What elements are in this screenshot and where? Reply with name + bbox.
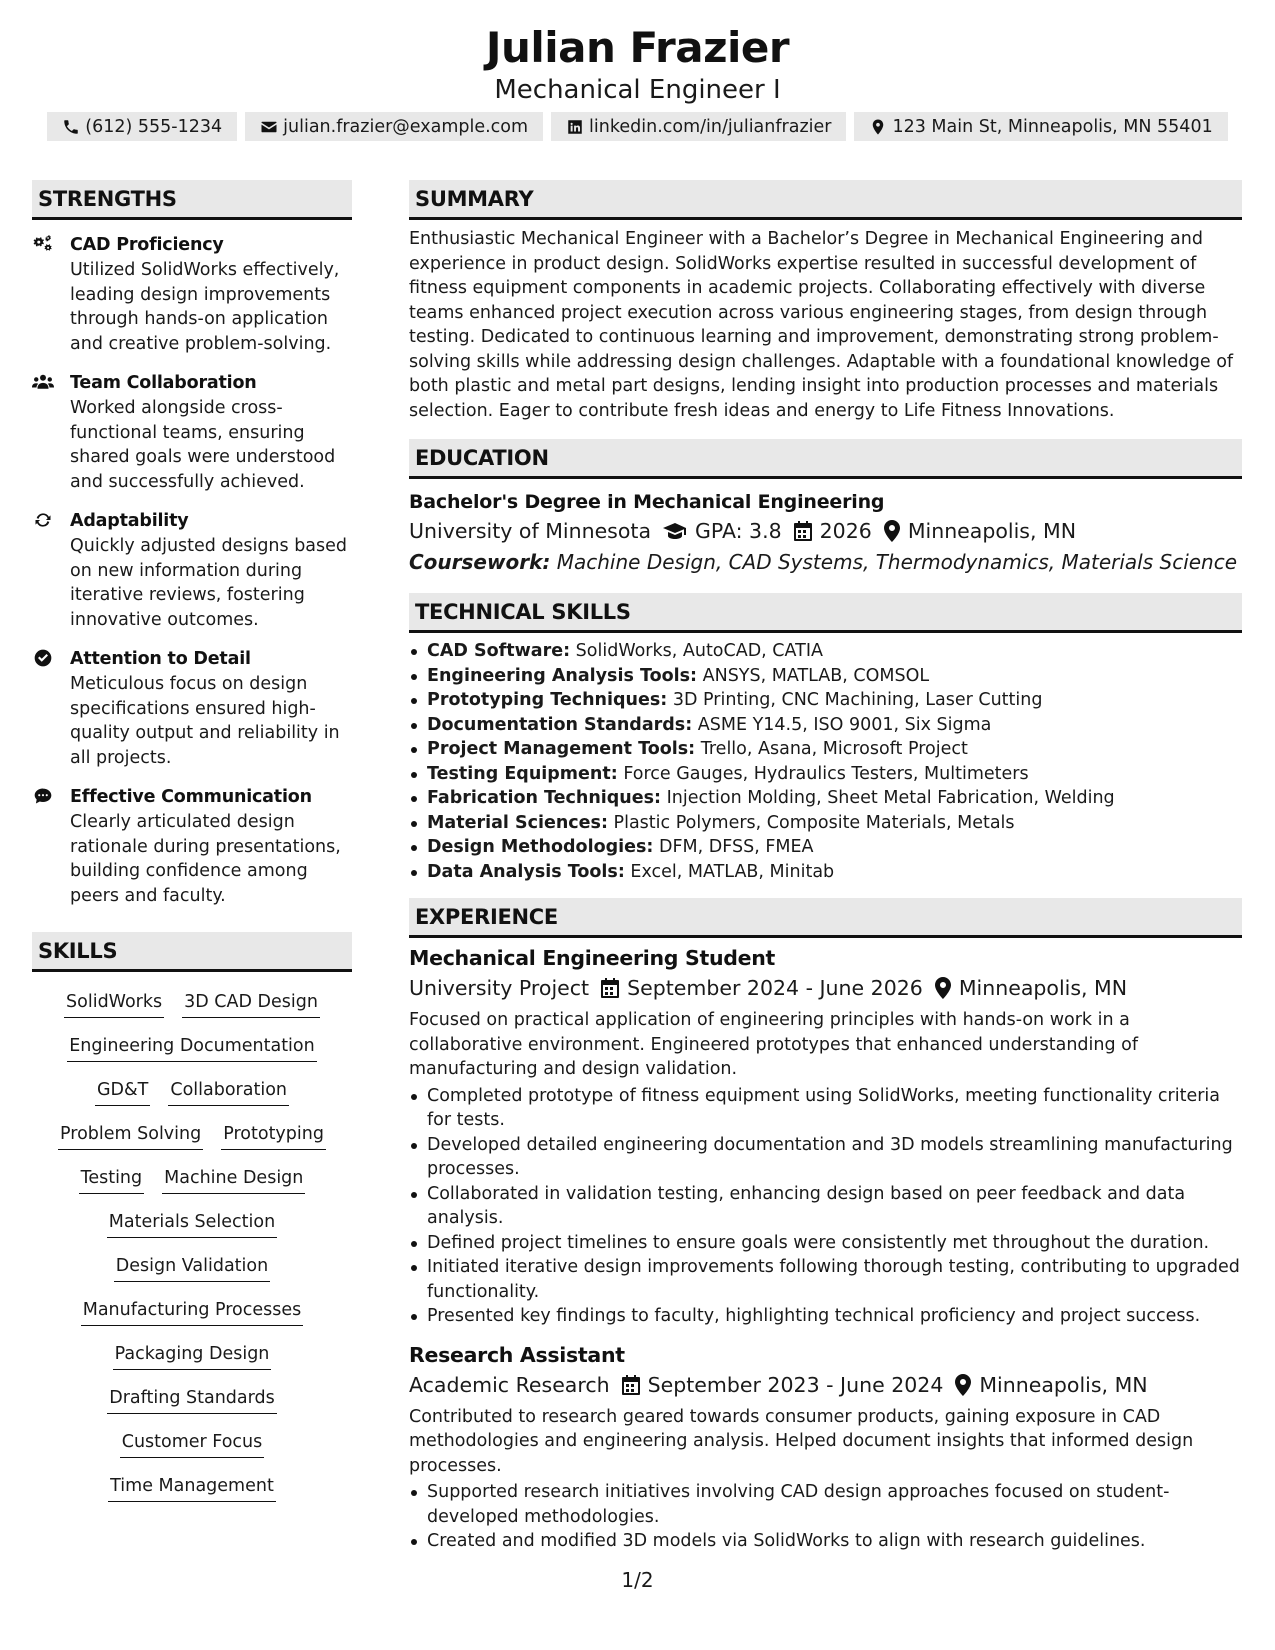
skill-tag: Prototyping <box>221 1122 326 1150</box>
tech-skill-value: SolidWorks, AutoCAD, CATIA <box>575 641 823 661</box>
tech-skill-label: Data Analysis Tools: <box>427 861 625 882</box>
list-item <box>409 737 1242 762</box>
tech-skill-value: DFM, DFSS, FMEA <box>658 837 814 857</box>
page-number: 1/2 <box>621 1568 654 1592</box>
job-location: Minneapolis, MN <box>979 1372 1148 1397</box>
job-meta <box>409 1369 1242 1401</box>
strength-description: Clearly articulated design rationale during presentations, building confidence among peers and faculty. <box>70 812 341 906</box>
map-marker-icon <box>955 1374 971 1396</box>
job-dates: September 2024 - June 2026 <box>627 976 923 1000</box>
job-location: Minneapolis, MN <box>958 976 1128 1000</box>
list-item: Supported research initiatives involving CAD design approaches focused on student-developed methodologies. <box>409 1480 1242 1529</box>
contact-address <box>854 112 1227 141</box>
map-marker-icon <box>869 118 887 136</box>
skill-tag: Manufacturing Processes <box>81 1298 304 1326</box>
candidate-name: Julian Frazier <box>485 23 790 72</box>
education-heading: EDUCATION <box>409 439 1242 479</box>
list-item <box>409 688 1242 713</box>
tech-skill-value: Excel, MATLAB, Minitab <box>630 861 835 882</box>
envelope-icon <box>260 118 278 136</box>
contact-linkedin <box>551 112 846 141</box>
skill-tag: Packaging Design <box>113 1342 272 1370</box>
list-item: Created and modified 3D models via SolidWorks to align with research guidelines. <box>409 1529 1242 1554</box>
strength-item <box>32 508 352 632</box>
contact-phone <box>47 112 237 141</box>
tech-skill-label: Project Management Tools: <box>427 739 696 759</box>
strength-title: Attention to Detail <box>70 649 251 669</box>
sync-icon <box>32 510 54 530</box>
job-dates: September 2023 - June 2024 <box>647 1372 944 1397</box>
strength-description: Quickly adjusted designs based on new information during iterative reviews, fostering innovative outcomes. <box>70 536 348 630</box>
strength-title: Effective Communication <box>70 787 312 807</box>
education-meta <box>409 515 1242 547</box>
strength-item <box>32 646 352 770</box>
tech-skill-label: Design Methodologies: <box>427 837 654 857</box>
calendar-icon <box>794 521 812 541</box>
calendar-icon <box>622 1375 640 1395</box>
tech-skill-value: ASME Y14.5, ISO 9001, Six Sigma <box>697 714 992 735</box>
list-item: Collaborated in validation testing, enhancing design based on peer feedback and data analysis. <box>409 1182 1242 1231</box>
tech-skill-value: 3D Printing, CNC Machining, Laser Cutting <box>672 690 1043 710</box>
strengths-heading: STRENGTHS <box>32 180 352 220</box>
job-entry <box>409 1341 1242 1554</box>
phone-icon <box>62 118 80 136</box>
skill-tag: Design Validation <box>114 1254 270 1282</box>
list-item <box>409 639 1242 664</box>
list-item: Defined project timelines to ensure goals were consistently met throughout the duration. <box>409 1231 1242 1256</box>
list-item: Initiated iterative design improvements following thorough testing, contributing to upgraded functionality. <box>409 1255 1242 1304</box>
contact-email <box>245 112 543 141</box>
list-item: Presented key findings to faculty, highlighting technical proficiency and project success. <box>409 1304 1242 1329</box>
job-title: Research Assistant <box>409 1342 625 1367</box>
skill-tag: SolidWorks <box>64 990 164 1018</box>
strength-item <box>32 784 352 908</box>
tech-skill-label: Engineering Analysis Tools: <box>427 665 698 686</box>
resume-header <box>0 22 1275 141</box>
skill-tag: GD&T <box>95 1078 150 1106</box>
contact-bar <box>0 112 1275 141</box>
strength-description: Utilized SolidWorks effectively, leading design improvements through hands-on application and creative problem-solving. <box>70 260 340 354</box>
skill-tag: Problem Solving <box>58 1122 203 1150</box>
strength-title: Team Collaboration <box>70 373 257 393</box>
skill-tag: 3D CAD Design <box>182 990 320 1018</box>
list-item <box>409 664 1242 689</box>
tech-skill-label: Testing Equipment: <box>427 763 618 784</box>
list-item <box>409 786 1242 811</box>
map-marker-icon <box>935 977 951 999</box>
summary-heading: SUMMARY <box>409 180 1242 220</box>
list-item: Developed detailed engineering documentation and 3D models streamlining manufacturing processes. <box>409 1133 1242 1182</box>
right-column <box>409 180 1242 1554</box>
tech-skill-label: CAD Software: <box>427 641 571 661</box>
job-bullets <box>409 1084 1242 1329</box>
calendar-icon <box>601 978 619 998</box>
skill-tag: Time Management <box>108 1474 276 1502</box>
skill-tag: Drafting Standards <box>107 1386 276 1414</box>
graduation-cap-icon <box>663 521 687 541</box>
skill-tag: Customer Focus <box>120 1430 265 1458</box>
address-text: 123 Main St, Minneapolis, MN 55401 <box>892 116 1213 137</box>
experience-heading: EXPERIENCE <box>409 898 1242 938</box>
strength-description: Meticulous focus on design specifications ensured high-quality output and reliability in all projects. <box>70 674 340 768</box>
technical-skills-heading: TECHNICAL SKILLS <box>409 593 1242 633</box>
graduation-year: 2026 <box>819 519 872 543</box>
skills-list <box>32 990 352 1502</box>
tech-skill-label: Documentation Standards: <box>427 714 693 735</box>
job-organization: University Project <box>409 976 590 1000</box>
job-bullets <box>409 1480 1242 1554</box>
skill-tag: Testing <box>79 1166 145 1194</box>
education-location: Minneapolis, MN <box>907 519 1077 543</box>
phone-text: (612) 555-1234 <box>85 116 223 137</box>
list-item <box>409 835 1242 860</box>
coursework-line <box>409 547 1242 577</box>
skill-tag: Collaboration <box>168 1078 289 1106</box>
strength-title: CAD Proficiency <box>70 235 224 255</box>
tech-skill-label: Fabrication Techniques: <box>427 788 662 808</box>
technical-skills-list <box>409 639 1242 884</box>
job-entry <box>409 944 1242 1329</box>
skills-heading: SKILLS <box>32 932 352 972</box>
strength-description: Worked alongside cross-functional teams, ensuring shared goals were understood and successfully achieved. <box>70 398 336 492</box>
coursework-list: Machine Design, CAD Systems, Thermodynamics, Materials Science <box>556 550 1238 574</box>
summary-text: Enthusiastic Mechanical Engineer with a Bachelor’s Degree in Mechanical Engineering and experience in product design. SolidWorks expertise resulted in successful development of fitness equipment components in academic projects. Collaborating effectively with diverse teams enhanced project execution across various engineering stages, from design through testing. Dedicated to continuous learning and improvement, demonstrating strong problem-solving skills while addressing design challenges. Adaptable with a foundational knowledge of both plastic and metal part designs, lending insight into production processes and materials selection. Eager to contribute fresh ideas and energy to Life Fitness Innovations. <box>409 229 1234 421</box>
gears-icon <box>32 234 54 254</box>
email-text: julian.frazier@example.com <box>283 116 529 137</box>
tech-skill-value: Trello, Asana, Microsoft Project <box>700 739 968 759</box>
map-marker-icon <box>884 520 900 542</box>
list-item: Completed prototype of fitness equipment using SolidWorks, meeting functionality criteria for tests. <box>409 1084 1242 1133</box>
job-meta <box>409 972 1242 1004</box>
tech-skill-value: Plastic Polymers, Composite Materials, Metals <box>613 812 1015 833</box>
tech-skill-label: Prototyping Techniques: <box>427 690 668 710</box>
job-organization: Academic Research <box>409 1372 610 1397</box>
users-icon <box>32 372 54 392</box>
job-title: Mechanical Engineering Student <box>409 946 776 970</box>
list-item <box>409 713 1242 738</box>
gpa: GPA: 3.8 <box>695 519 782 543</box>
coursework-label: Coursework: <box>409 550 551 574</box>
left-column <box>32 180 352 1502</box>
speech-bubble-icon <box>32 786 54 806</box>
check-circle-icon <box>32 648 54 668</box>
job-description: Contributed to research geared towards consumer products, gaining exposure in CAD methodologies and engineering analysis. Helped document insights that informed design processes. <box>409 1406 1194 1476</box>
skill-tag: Materials Selection <box>107 1210 277 1238</box>
candidate-title: Mechanical Engineer I <box>494 75 781 105</box>
list-item <box>409 811 1242 836</box>
list-item <box>409 762 1242 787</box>
tech-skill-value: Injection Molding, Sheet Metal Fabrication, Welding <box>666 788 1115 808</box>
list-item <box>409 860 1242 885</box>
strength-item <box>32 370 352 494</box>
tech-skill-label: Material Sciences: <box>427 812 608 833</box>
linkedin-icon <box>566 118 584 136</box>
linkedin-text: linkedin.com/in/julianfrazier <box>589 116 832 137</box>
strength-title: Adaptability <box>70 511 189 531</box>
strength-item <box>32 232 352 356</box>
job-description: Focused on practical application of engineering principles with hands-on work in a collaborative environment. Engineered prototypes that enhanced understanding of manufacturing and design validation. <box>409 1010 1139 1079</box>
school-name: University of Minnesota <box>409 519 652 543</box>
skill-tag: Machine Design <box>162 1166 305 1194</box>
skill-tag: Engineering Documentation <box>67 1034 316 1062</box>
tech-skill-value: ANSYS, MATLAB, COMSOL <box>702 665 930 686</box>
tech-skill-value: Force Gauges, Hydraulics Testers, Multimeters <box>623 763 1029 784</box>
degree-title: Bachelor's Degree in Mechanical Engineering <box>409 491 885 513</box>
